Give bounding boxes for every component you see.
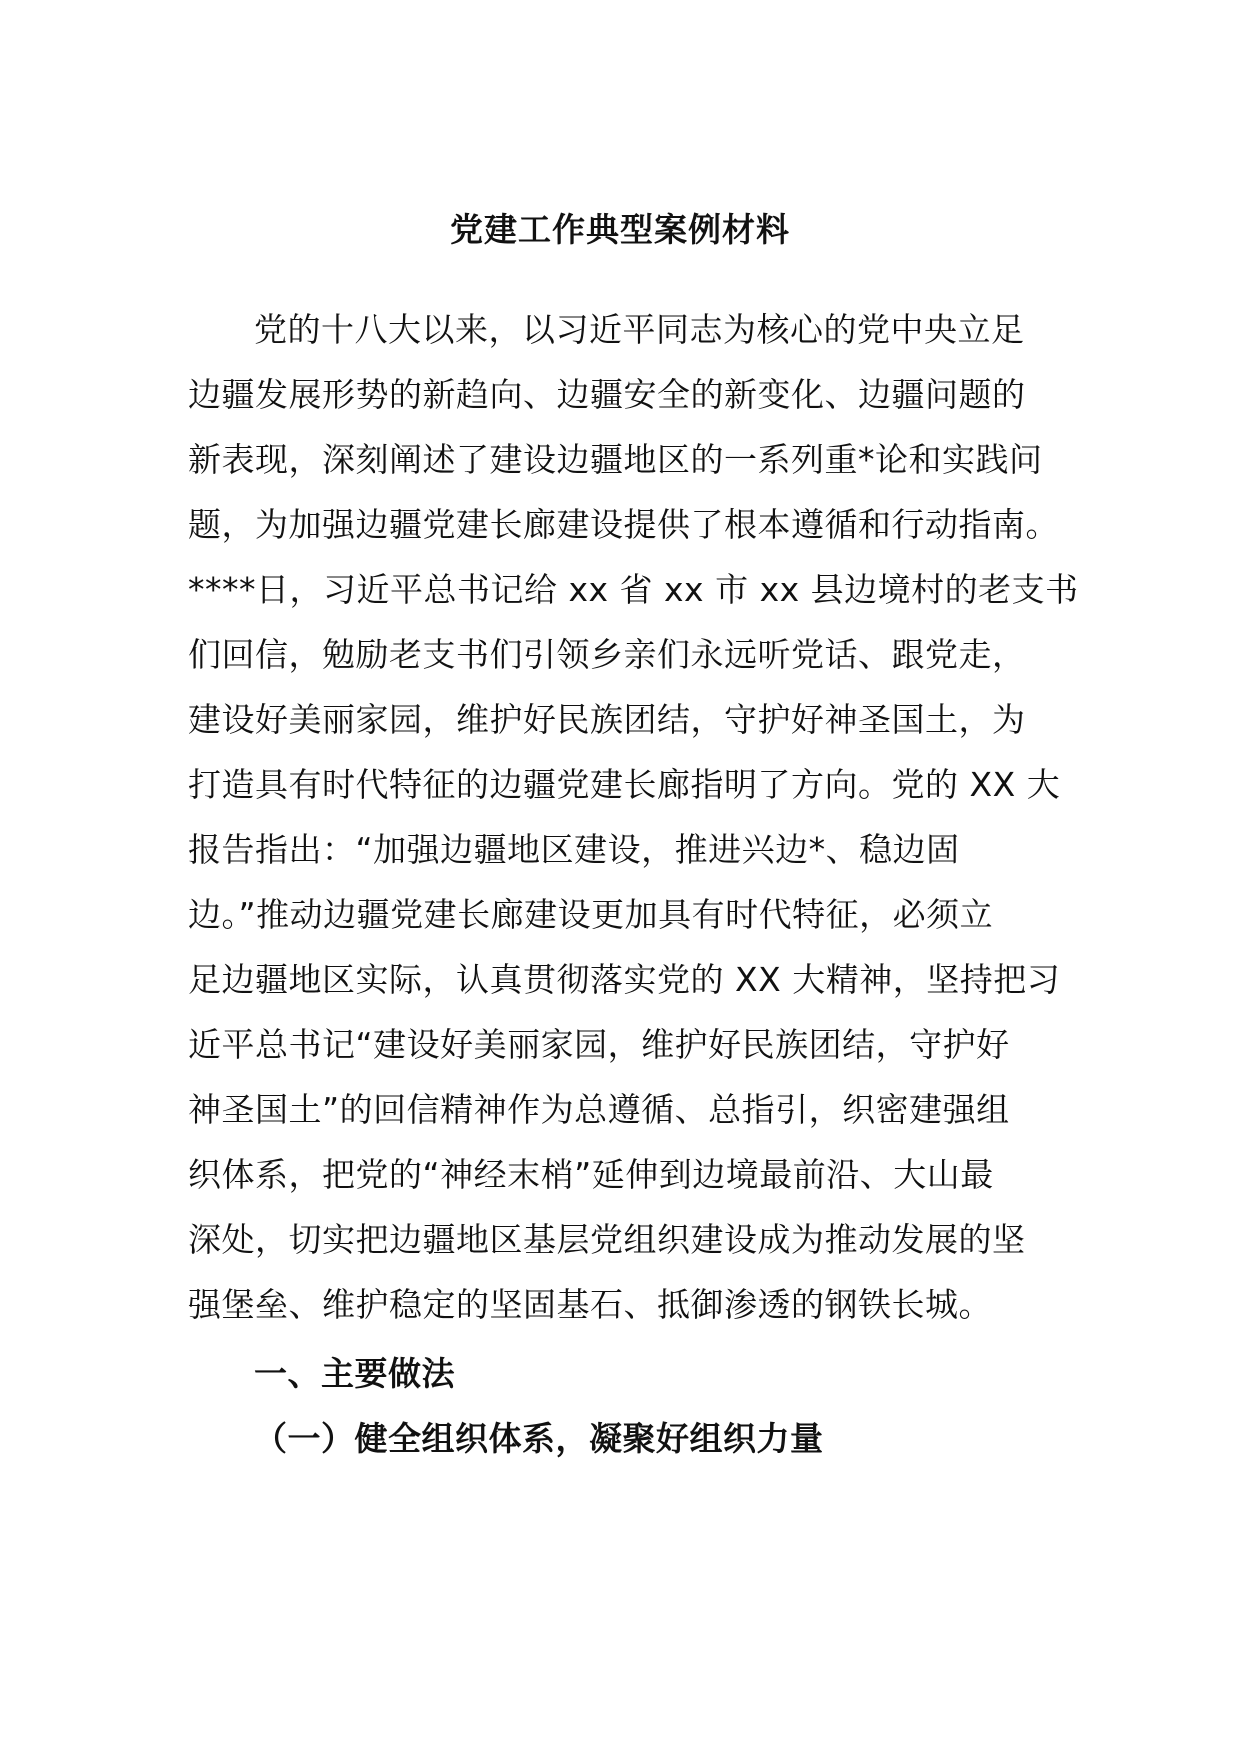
paragraph-line: 党的十八大以来，以习近平同志为核心的党中央立足: [254, 310, 1025, 349]
paragraph-line: 织体系，把党的“神经末梢”延伸到边境最前沿、大山最: [188, 1155, 994, 1194]
paragraph-line: 建设好美丽家园，维护好民族团结，守护好神圣国土，为: [188, 700, 1026, 739]
paragraph-line: 足边疆地区实际，认真贯彻落实党的 XX 大精神，坚持把习: [188, 960, 1061, 999]
paragraph-line: 神圣国土”的回信精神作为总遵循、总指引，织密建强组: [188, 1090, 1010, 1129]
paragraph-line: 打造具有时代特征的边疆党建长廊指明了方向。党的 XX 大: [188, 765, 1061, 804]
paragraph-line: 深处，切实把边疆地区基层党组织建设成为推动发展的坚: [188, 1220, 1026, 1259]
paragraph-line: 题，为加强边疆党建长廊建设提供了根本遵循和行动指南。: [188, 505, 1059, 544]
paragraph-line: ****日，习近平总书记给 xx 省 xx 市 xx 县边境村的老支书: [188, 570, 1079, 609]
paragraph-line: 边。”推动边疆党建长廊建设更加具有时代特征，必须立: [188, 895, 994, 934]
paragraph-line: 报告指出：“加强边疆地区建设，推进兴边*、稳边固: [188, 830, 960, 869]
paragraph-line: 们回信，勉励老支书们引领乡亲们永远听党话、跟党走，: [188, 635, 1026, 674]
paragraph-line: 强堡垒、维护稳定的坚固基石、抵御渗透的钢铁长城。: [188, 1285, 992, 1324]
subsection-heading: （一）健全组织体系，凝聚好组织力量: [254, 1419, 824, 1458]
paragraph-line: 近平总书记“建设好美丽家园，维护好民族团结，守护好: [188, 1025, 1010, 1064]
section-heading: 一、主要做法: [254, 1354, 455, 1393]
paragraph-line: 新表现，深刻阐述了建设边疆地区的一系列重*论和实践问: [188, 440, 1043, 479]
paragraph-line: 边疆发展形势的新趋向、边疆安全的新变化、边疆问题的: [188, 375, 1026, 414]
document-title: 党建工作典型案例材料: [450, 210, 790, 249]
